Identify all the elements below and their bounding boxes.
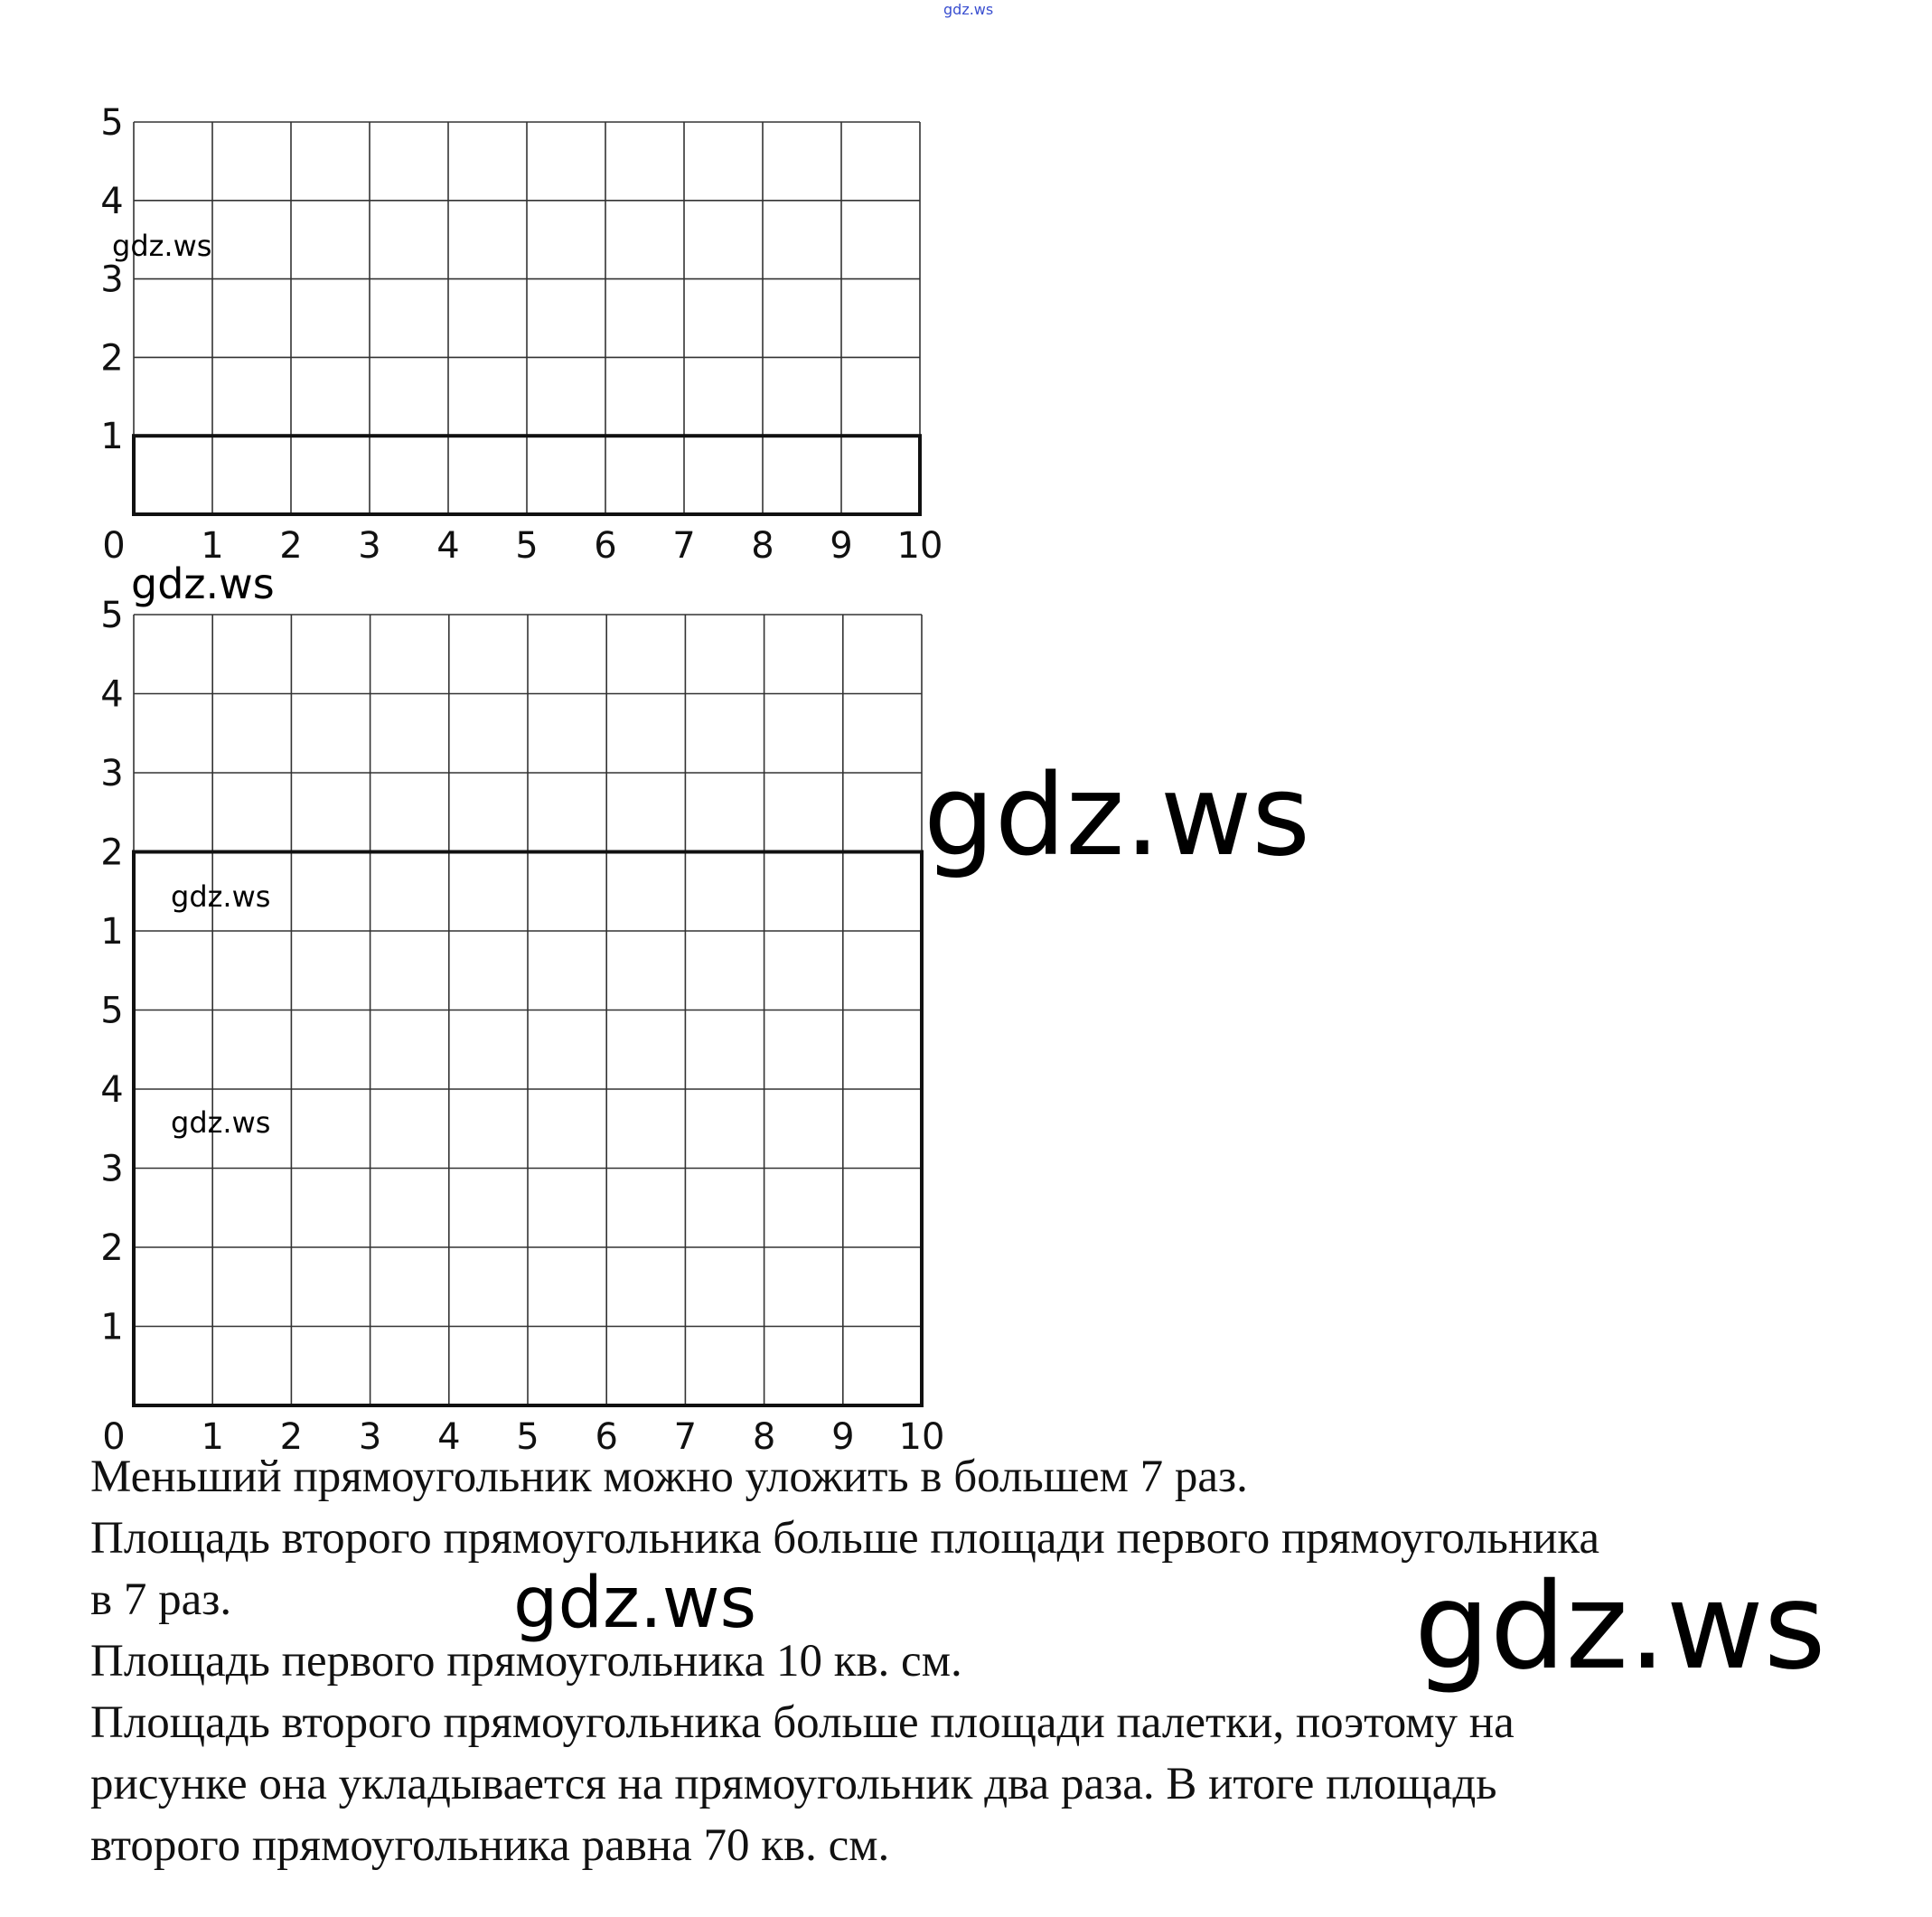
grid-1 bbox=[100, 102, 943, 567]
grid2-y-tick-label: 4 bbox=[100, 673, 124, 716]
grid1-x-tick-label: 1 bbox=[201, 525, 224, 567]
grid2-y-tick-label: 5 bbox=[100, 990, 124, 1032]
grid2-y-tick-label: 2 bbox=[100, 1227, 124, 1269]
grid2-x-tick-label: 3 bbox=[358, 1416, 382, 1458]
top-watermark: gdz.ws bbox=[943, 1, 994, 18]
grid2-x-tick-label: 5 bbox=[516, 1416, 539, 1458]
grid2-x-tick-label: 7 bbox=[673, 1416, 698, 1458]
grid2-x-tick-label: 8 bbox=[752, 1416, 776, 1458]
text-line-7: второго прямоугольника равна 70 кв. см. bbox=[90, 1820, 890, 1871]
grid-1-lines bbox=[134, 122, 920, 514]
grid2-y-tick-label: 4 bbox=[100, 1069, 124, 1111]
text-line-6: рисунке она укладывается на прямоугольник два раза. В итоге площадь bbox=[90, 1759, 1497, 1809]
grid1-x-tick-label: 0 bbox=[102, 525, 126, 567]
grid-1-y-labels bbox=[100, 102, 123, 457]
grid1-y-tick-label: 3 bbox=[100, 258, 124, 301]
grid2-x-tick-label: 10 bbox=[898, 1416, 945, 1458]
text-line-4: Площадь первого прямоугольника 10 кв. см. bbox=[90, 1636, 962, 1687]
grid-2-y-labels bbox=[100, 595, 123, 1348]
grid2-y-tick-label: 2 bbox=[100, 832, 124, 874]
grid1-x-tick-label: 6 bbox=[594, 525, 617, 567]
grid2-y-tick-label: 1 bbox=[100, 911, 124, 953]
text-line-5: Площадь второго прямоугольника больше площади палетки, поэтому на bbox=[90, 1697, 1515, 1748]
text-right-watermark: gdz.ws bbox=[1414, 1557, 1826, 1696]
grid-2-lines bbox=[134, 615, 922, 1405]
between-grids-watermark: gdz.ws bbox=[131, 559, 275, 608]
grid2-x-tick-label: 1 bbox=[201, 1416, 224, 1458]
text-line-2: Площадь второго прямоугольника больше площади первого прямоугольника bbox=[90, 1513, 1600, 1564]
grid2-x-tick-label: 0 bbox=[102, 1416, 126, 1458]
grid1-x-tick-label: 2 bbox=[279, 525, 303, 567]
text-mid-watermark: gdz.ws bbox=[513, 1563, 757, 1644]
grid2-x-tick-label: 4 bbox=[437, 1416, 461, 1458]
grid1-y-tick-label: 5 bbox=[100, 102, 124, 144]
grid2-x-tick-label: 9 bbox=[831, 1416, 855, 1458]
grid-2 bbox=[100, 595, 944, 1458]
explanation-text bbox=[90, 1446, 1898, 1876]
grid2-y-tick-label: 3 bbox=[100, 753, 124, 794]
grid1-y-tick-label: 2 bbox=[100, 337, 124, 380]
grid-1-watermark: gdz.ws bbox=[112, 229, 212, 263]
grid1-x-tick-label: 5 bbox=[515, 525, 539, 567]
grid1-x-tick-label: 10 bbox=[896, 525, 943, 567]
grid-2-watermark-b: gdz.ws bbox=[171, 1105, 271, 1140]
grid-2-watermark-a: gdz.ws bbox=[171, 879, 271, 914]
grid2-x-tick-label: 2 bbox=[279, 1416, 304, 1458]
grid1-x-tick-label: 4 bbox=[436, 525, 460, 567]
grid1-y-tick-label: 4 bbox=[100, 180, 124, 222]
text-line-1: Меньший прямоугольник можно уложить в большем 7 раз. bbox=[90, 1452, 1248, 1502]
grid2-x-tick-label: 6 bbox=[595, 1416, 618, 1458]
grid2-y-tick-label: 3 bbox=[100, 1148, 124, 1190]
right-big-watermark: gdz.ws bbox=[924, 751, 1310, 881]
grid2-y-tick-label: 1 bbox=[100, 1306, 124, 1348]
grid1-x-tick-label: 3 bbox=[358, 525, 381, 567]
grid1-x-tick-label: 8 bbox=[751, 525, 774, 567]
grid1-x-tick-label: 7 bbox=[672, 525, 696, 567]
grid1-x-tick-label: 9 bbox=[830, 525, 853, 567]
grid1-y-tick-label: 1 bbox=[100, 416, 124, 458]
grid2-y-tick-label: 5 bbox=[100, 595, 124, 636]
text-line-3: в 7 раз. bbox=[90, 1574, 232, 1625]
